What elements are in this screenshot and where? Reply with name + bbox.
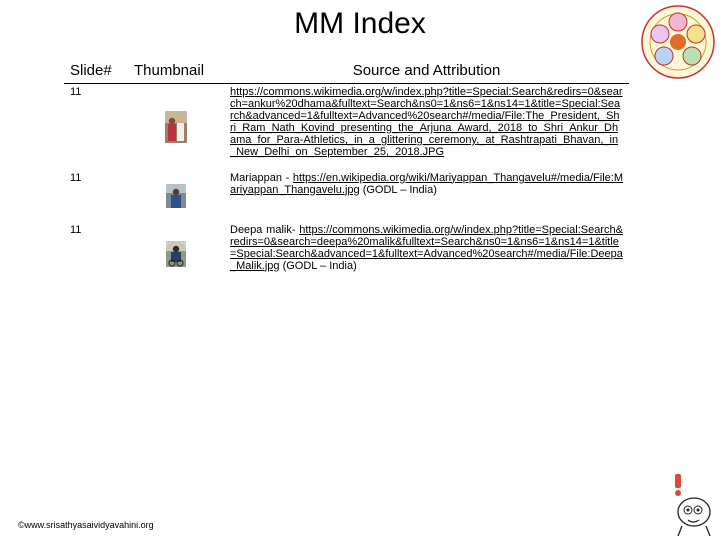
thumbnail-cell bbox=[128, 222, 224, 286]
table-header-row bbox=[64, 57, 629, 84]
photo-mariyappan-icon bbox=[166, 184, 186, 208]
table-row bbox=[64, 170, 629, 222]
source-link[interactable]: https://commons.wikimedia.org/w/index.php?title=Special:Search&redirs=0&search=ankur%20dhama&fulltext=Search&ns0=1&ns6=1&ns14=1&title=Special:Search&advanced=1&fulltext=Advanced%20search#/media/File:The_President,_Shri_Ram_Nath_Kovind_presenting_the_Arjuna_Award,_2018_to_Shri_Ankur_Dhama_for_Para-Athletics,_in_a_glittering_ceremony,_at_Rashtrapati_Bhavan,_in_New_Delhi_on_September_25,_2018.JPG bbox=[230, 86, 623, 158]
page-title: MM Index bbox=[294, 7, 426, 40]
slide-number: 11 bbox=[70, 86, 82, 98]
thumbnail-cell bbox=[128, 84, 224, 170]
source-prefix: Deepa malik- bbox=[230, 223, 300, 236]
table-row bbox=[64, 222, 629, 286]
photo-deepa-malik-icon bbox=[166, 241, 186, 267]
cartoon-character-icon bbox=[662, 468, 720, 538]
slide-number: 11 bbox=[70, 171, 82, 184]
header-source: Source and Attribution bbox=[224, 57, 629, 84]
source-link[interactable]: https://en.wikipedia.org/wiki/Mariyappan_Thangavelu#/media/File:Mariyappan_Thangavelu.jpg bbox=[230, 171, 623, 196]
table-row bbox=[64, 84, 629, 170]
photo-award-ceremony-icon bbox=[165, 111, 187, 143]
source-cell bbox=[224, 84, 629, 170]
footer-copyright: ©www.srisathyasaividyavahini.org bbox=[18, 520, 154, 530]
header-slide: Slide# bbox=[64, 57, 128, 84]
school-emblem-icon bbox=[640, 4, 716, 80]
license-text: (GODL – India) bbox=[359, 183, 437, 196]
header-thumbnail: Thumbnail bbox=[128, 57, 224, 84]
license-text: (GODL – India) bbox=[279, 259, 357, 272]
source-prefix: Mariappan - bbox=[230, 171, 293, 184]
source-cell bbox=[224, 170, 629, 222]
source-link[interactable]: https://commons.wikimedia.org/w/index.php?title=Special:Search&redirs=0&search=deepa%20malik&fulltext=Search&ns0=1&ns6=1&ns14=1&title=Special:Search&advanced=1&fulltext=Advanced%20search#/media/File:Deepa_Malik.jpg bbox=[230, 223, 623, 272]
slide-number: 11 bbox=[70, 223, 82, 236]
source-cell bbox=[224, 222, 629, 286]
thumbnail-cell bbox=[128, 170, 224, 222]
mm-index-table bbox=[64, 57, 629, 286]
